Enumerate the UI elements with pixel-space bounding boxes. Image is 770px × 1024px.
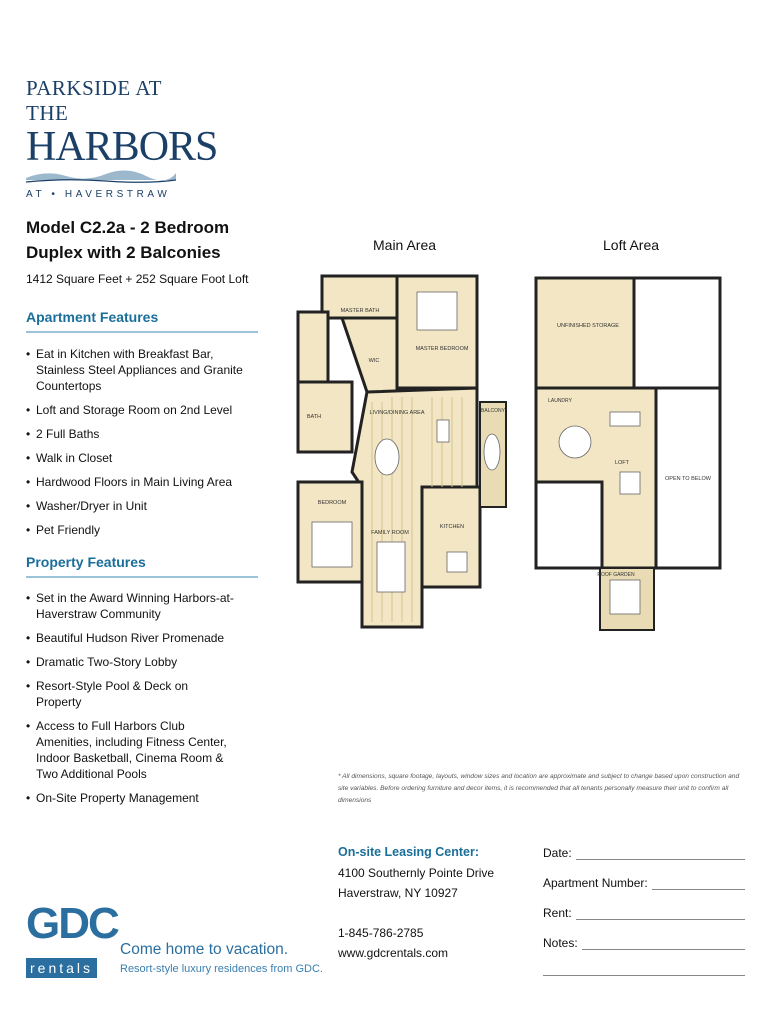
- leasing-contact: [338, 923, 448, 963]
- model-subtitle: 1412 Square Feet + 252 Square Foot Loft: [26, 272, 249, 286]
- property-features-rule: [26, 576, 258, 578]
- gdc-tagline: Come home to vacation.: [120, 941, 289, 958]
- notes-field[interactable]: [543, 936, 745, 950]
- bedroom-label: BEDROOM: [317, 500, 347, 506]
- logo-line-2: HARBORS: [26, 124, 218, 170]
- date-label: Date:: [543, 846, 572, 860]
- list-item: • On-Site Property Management: [26, 790, 236, 806]
- balcony-label: BALCONY: [481, 408, 505, 414]
- master-bedroom-label: MASTER BEDROOM: [415, 346, 469, 352]
- notes-label: Notes:: [543, 936, 578, 950]
- roof-garden-label: ROOF GARDEN: [597, 572, 635, 578]
- date-field[interactable]: [543, 846, 745, 860]
- main-area-label: Main Area: [373, 237, 437, 253]
- loft-area-floor-plan: [530, 272, 724, 634]
- rent-field[interactable]: [543, 906, 745, 920]
- apartment-features-rule: [26, 331, 258, 333]
- loft-area-label: Loft Area: [603, 237, 660, 253]
- apartment-features-heading: Apartment Features: [26, 309, 159, 325]
- living-dining-label: LIVING/DINING AREA: [369, 410, 425, 416]
- main-area-floor-plan: [292, 272, 514, 632]
- gdc-logo: [26, 900, 118, 960]
- list-item: • Set in the Award Winning Harbors-at-Haverstraw Community: [26, 590, 236, 622]
- open-to-below-label: OPEN TO BELOW: [665, 476, 711, 482]
- wic-label: WIC: [368, 358, 380, 364]
- list-item: • Loft and Storage Room on 2nd Level: [26, 402, 258, 418]
- list-item: • Hardwood Floors in Main Living Area: [26, 474, 258, 490]
- logo-line-1: PARKSIDE AT THE: [26, 76, 162, 125]
- bath-label: BATH: [306, 414, 322, 420]
- list-item: • Walk in Closet: [26, 450, 258, 466]
- property-features-heading: Property Features: [26, 554, 146, 570]
- address-line-1: 4100 Southernly Pointe Drive: [338, 866, 495, 880]
- leasing-heading: On-site Leasing Center:: [338, 845, 479, 859]
- disclaimer-text: * All dimensions, square footage, layouts, window sizes and location are approximate and subject to change based upon construction and site variables. Before ordering furniture and decor items, it is recommended that all tenants personally measure their unit to confirm all dimensions: [338, 773, 740, 804]
- apartment-features-list: [26, 346, 258, 546]
- notes-extra-line: [543, 975, 745, 976]
- phone-number: 1-845-786-2785: [338, 926, 424, 940]
- list-item: • Resort-Style Pool & Deck on Property: [26, 678, 236, 710]
- leasing-address: [338, 863, 494, 903]
- unfinished-storage-label: UNFINISHED STORAGE: [557, 323, 619, 329]
- website-link[interactable]: www.gdcrentals.com: [338, 946, 449, 960]
- property-features-list: [26, 590, 236, 814]
- list-item: • Pet Friendly: [26, 522, 258, 538]
- list-item: • Access to Full Harbors Club Amenities, including Fitness Center, Indoor Basketball, Cinema Room & Two Additional Pools: [26, 718, 236, 782]
- brand-logo: [26, 76, 218, 200]
- gdc-subtagline: Resort-style luxury residences from GDC.: [120, 963, 323, 975]
- list-item: • Washer/Dryer in Unit: [26, 498, 258, 514]
- address-line-2: Haverstraw, NY 10927: [338, 886, 458, 900]
- logo-line-3: AT • HAVERSTRAW: [26, 189, 171, 200]
- list-item: • Beautiful Hudson River Promenade: [26, 630, 236, 646]
- loft-label: LOFT: [614, 460, 630, 466]
- master-bath-label: MASTER BATH: [340, 308, 380, 314]
- gdc-rentals-bar: rentals: [26, 958, 97, 978]
- apartment-number-field[interactable]: [543, 876, 745, 890]
- list-item: • Dramatic Two-Story Lobby: [26, 654, 236, 670]
- list-item: • 2 Full Baths: [26, 426, 258, 442]
- kitchen-label: KITCHEN: [439, 524, 465, 530]
- family-room-label: FAMILY ROOM: [371, 530, 409, 536]
- gdc-letters: GDC: [26, 899, 118, 948]
- model-title: Model C2.2a - 2 Bedroom Duplex with 2 Balconies: [26, 218, 230, 262]
- rent-label: Rent:: [543, 906, 572, 920]
- apartment-number-label: Apartment Number:: [543, 876, 648, 890]
- laundry-label: LAUNDRY: [548, 398, 572, 404]
- list-item: • Eat in Kitchen with Breakfast Bar, Stainless Steel Appliances and Granite Countertops: [26, 346, 258, 394]
